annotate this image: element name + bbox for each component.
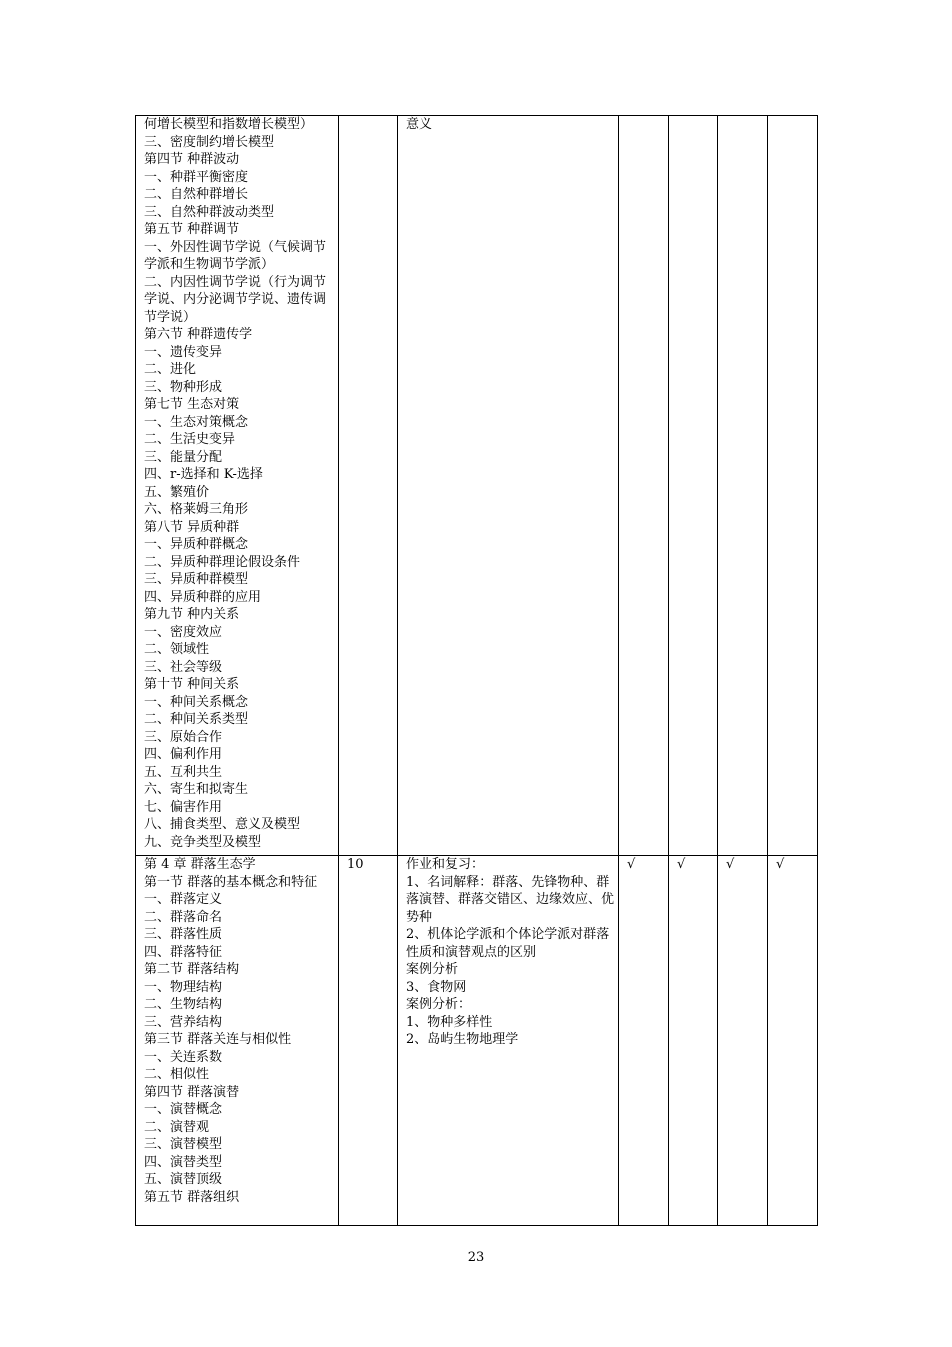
content-line: 第四节 种群波动 bbox=[144, 152, 240, 167]
content-line: 二、演替观 bbox=[144, 1119, 210, 1135]
content-line: 六、寄生和拟寄生 bbox=[144, 782, 249, 797]
content-line: 二、自然种群增长 bbox=[144, 187, 249, 202]
content-line: 何增长模型和指数增长模型） bbox=[144, 117, 314, 132]
content-line: 一、生态对策概念 bbox=[144, 414, 249, 430]
content-line: 一、演替概念 bbox=[144, 1102, 223, 1117]
assignment-line: 1、物种多样性 bbox=[406, 1014, 493, 1030]
check-mark-cell: √ bbox=[619, 856, 669, 1226]
check-mark-cell bbox=[768, 116, 818, 856]
content-line: 七、偏害作用 bbox=[144, 799, 223, 815]
content-line: 第三节 群落关连与相似性 bbox=[144, 1032, 292, 1047]
content-line: 第八节 异质种群 bbox=[144, 519, 240, 535]
content-cell bbox=[136, 856, 339, 1226]
content-line: 第十节 种间关系 bbox=[144, 677, 240, 692]
content-line: 一、遗传变异 bbox=[144, 344, 223, 360]
check-mark-cell bbox=[718, 116, 768, 856]
content-line: 二、异质种群理论假设条件 bbox=[144, 554, 301, 570]
assignment-cell bbox=[398, 116, 619, 856]
assignment-line: 作业和复习： bbox=[406, 857, 485, 872]
content-line: 二、生活史变异 bbox=[144, 432, 236, 447]
content-line: 四、异质种群的应用 bbox=[144, 589, 262, 605]
content-line: 五、互利共生 bbox=[144, 764, 223, 780]
content-line: 第一节 群落的基本概念和特征 bbox=[144, 874, 318, 890]
content-line: 九、竞争类型及模型 bbox=[144, 834, 262, 850]
content-line: 四、演替类型 bbox=[144, 1154, 223, 1170]
content-cell bbox=[136, 116, 339, 856]
content-line: 一、关连系数 bbox=[144, 1049, 223, 1065]
assignment-cell bbox=[398, 856, 619, 1226]
assignment-line: 3、食物网 bbox=[406, 979, 467, 995]
content-line: 第五节 群落组织 bbox=[144, 1189, 240, 1205]
content-line: 二、种间关系类型 bbox=[144, 712, 249, 727]
table-row bbox=[136, 116, 818, 856]
check-mark-cell: √ bbox=[718, 856, 768, 1226]
content-line: 第九节 种内关系 bbox=[144, 607, 240, 622]
content-line: 三、原始合作 bbox=[144, 729, 223, 745]
hours-cell bbox=[339, 116, 398, 856]
assignment-line: 案例分析： bbox=[406, 997, 472, 1012]
content-line: 六、格莱姆三角形 bbox=[144, 502, 249, 517]
content-line: 第四节 群落演替 bbox=[144, 1084, 240, 1100]
check-mark-cell bbox=[619, 116, 669, 856]
assignment-line: 案例分析 bbox=[406, 962, 459, 977]
content-line: 二、相似性 bbox=[144, 1067, 210, 1082]
assignment-line: 2、机体论学派和个体论学派对群落性质和演替观点的区别 bbox=[406, 927, 610, 960]
content-line: 三、群落性质 bbox=[144, 927, 223, 942]
content-line: 一、密度效应 bbox=[144, 624, 223, 640]
assignment-line: 意义 bbox=[406, 117, 433, 132]
syllabus-table bbox=[135, 115, 818, 1226]
content-line: 二、群落命名 bbox=[144, 909, 223, 925]
check-mark-cell bbox=[669, 116, 718, 856]
content-line: 三、营养结构 bbox=[144, 1014, 223, 1030]
content-line: 四、r-选择和 K-选择 bbox=[144, 467, 263, 482]
content-line: 二、领域性 bbox=[144, 642, 210, 657]
content-line: 一、外因性调节学说（气候调节学派和生物调节学派） bbox=[144, 239, 327, 272]
content-line: 一、异质种群概念 bbox=[144, 537, 249, 552]
content-line: 一、群落定义 bbox=[144, 892, 223, 907]
content-line: 三、异质种群模型 bbox=[144, 572, 249, 587]
content-line: 一、种群平衡密度 bbox=[144, 169, 249, 185]
content-line: 第五节 种群调节 bbox=[144, 222, 240, 237]
content-line: 第二节 群落结构 bbox=[144, 962, 240, 977]
content-line: 五、繁殖价 bbox=[144, 484, 210, 500]
page-number: 23 bbox=[467, 1250, 485, 1265]
content-line: 第七节 生态对策 bbox=[144, 397, 240, 412]
content-line: 三、演替模型 bbox=[144, 1137, 223, 1152]
content-line: 三、密度制约增长模型 bbox=[144, 134, 275, 150]
content-line: 三、能量分配 bbox=[144, 449, 223, 465]
content-line: 八、捕食类型、意义及模型 bbox=[144, 817, 301, 832]
content-line: 三、物种形成 bbox=[144, 379, 223, 395]
content-line: 三、社会等级 bbox=[144, 659, 223, 675]
content-line: 二、生物结构 bbox=[144, 997, 223, 1012]
content-line: 四、群落特征 bbox=[144, 944, 223, 960]
check-mark-cell: √ bbox=[768, 856, 818, 1226]
content-line: 二、进化 bbox=[144, 362, 197, 377]
content-line: 第 4 章 群落生态学 bbox=[144, 857, 256, 872]
table-row bbox=[136, 856, 818, 1226]
assignment-line: 2、岛屿生物地理学 bbox=[406, 1032, 519, 1047]
content-line: 一、物理结构 bbox=[144, 979, 223, 995]
content-line: 四、偏利作用 bbox=[144, 747, 223, 762]
content-line: 三、自然种群波动类型 bbox=[144, 204, 275, 220]
content-line: 一、种间关系概念 bbox=[144, 694, 249, 710]
content-line: 第六节 种群遗传学 bbox=[144, 327, 253, 342]
assignment-line: 1、名词解释：群落、先锋物种、群落演替、群落交错区、边缘效应、优势种 bbox=[406, 874, 615, 925]
content-line: 二、内因性调节学说（行为调节学说、内分泌调节学说、遗传调节学说） bbox=[144, 274, 327, 325]
check-mark-cell: √ bbox=[669, 856, 718, 1226]
hours-cell: 10 bbox=[339, 856, 398, 1226]
content-line: 五、演替顶级 bbox=[144, 1172, 223, 1187]
table-body bbox=[136, 116, 818, 1226]
